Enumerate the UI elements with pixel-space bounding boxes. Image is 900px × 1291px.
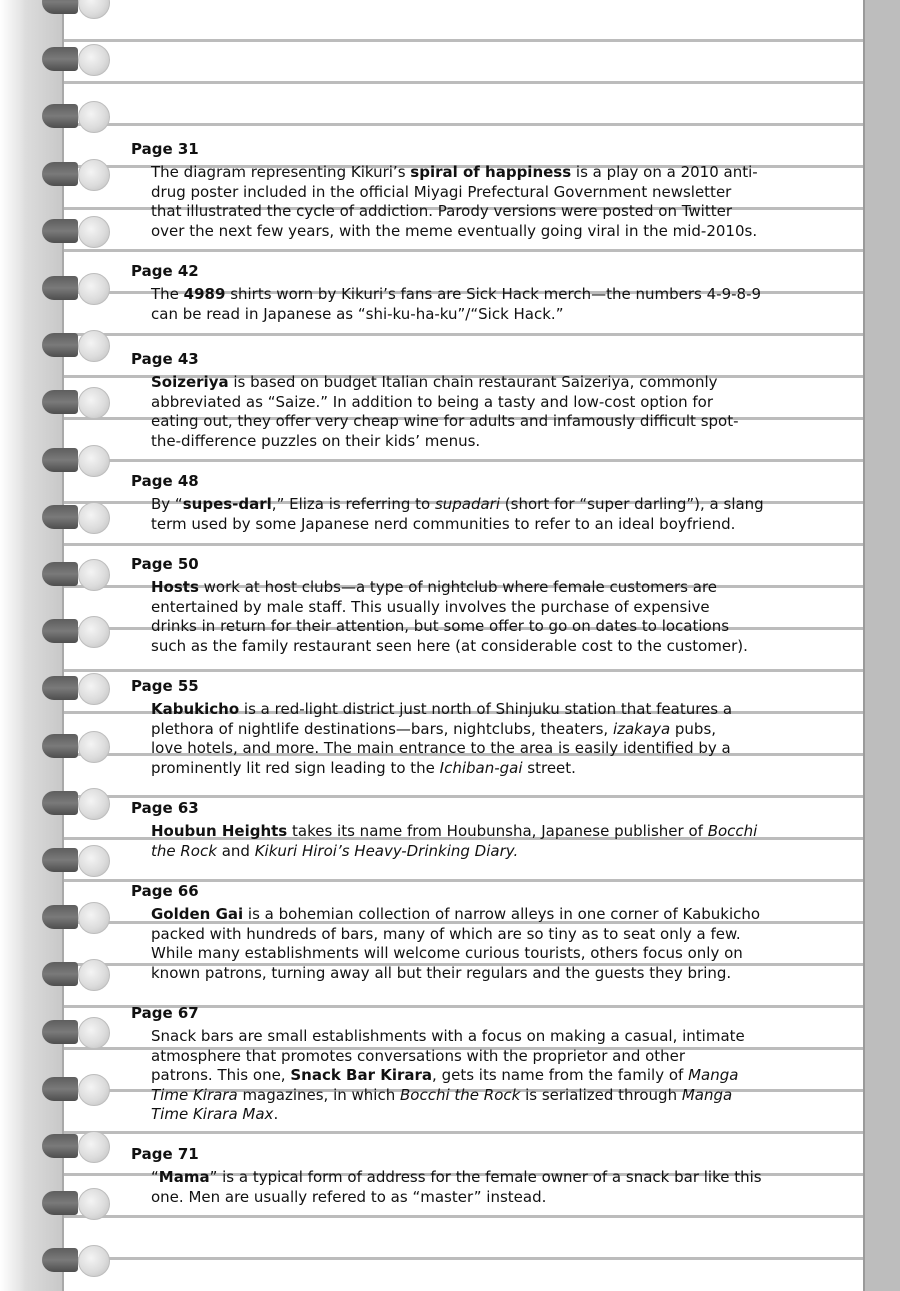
- ring-loop: [42, 1134, 78, 1158]
- note-page-label: Page 43: [131, 350, 199, 368]
- text-run: drinks in return for their attention, but some offer to go on dates to locations: [151, 617, 730, 635]
- bold-term: supes-darl: [182, 495, 272, 513]
- text-run: that illustrated the cycle of addiction. Parody versions were posted on Twitter: [151, 202, 732, 220]
- punch-hole: [78, 559, 110, 591]
- note-text: [151, 163, 811, 241]
- note-line: [151, 598, 811, 618]
- text-run: work at host clubs—a type of nightclub where female customers are: [198, 578, 718, 596]
- note-page-label: Page 66: [131, 882, 199, 900]
- punch-hole: [78, 788, 110, 820]
- note-line: [151, 617, 811, 637]
- spiral-ring: [42, 501, 110, 533]
- ring-loop: [42, 162, 78, 186]
- bold-term: Soizeriya: [151, 373, 229, 391]
- ring-loop: [42, 848, 78, 872]
- punch-hole: [78, 731, 110, 763]
- note-page-label: Page 71: [131, 1145, 199, 1163]
- spiral-ring: [42, 1244, 110, 1276]
- text-run: shirts worn by Kikuri’s fans are Sick Hack merch—the numbers 4-9-8-9: [225, 285, 762, 303]
- italic-term: izakaya: [612, 719, 671, 738]
- note-line: [151, 432, 811, 452]
- text-run: street.: [522, 758, 576, 777]
- punch-hole: [78, 1188, 110, 1220]
- text-run: ” is a typical form of address for the female owner of a snack bar like this: [209, 1168, 762, 1186]
- ring-loop: [42, 1248, 78, 1272]
- spiral-ring: [42, 100, 110, 132]
- italic-term: Time Kirara Max: [151, 1105, 274, 1123]
- spiral-ring: [42, 844, 110, 876]
- text-run: The diagram representing Kikuri’s: [151, 163, 411, 181]
- italic-term: Manga: [681, 1085, 733, 1104]
- italic-term: the Rock: [151, 841, 217, 860]
- italic-term: Bocchi: [707, 822, 758, 840]
- note-text: [151, 373, 811, 451]
- text-run: (short for “super darling”), a slang: [500, 495, 764, 513]
- ring-loop: [42, 734, 78, 758]
- punch-hole: [78, 502, 110, 534]
- punch-hole: [78, 959, 110, 991]
- bold-term: Hosts: [151, 578, 199, 596]
- note-line: [151, 222, 811, 242]
- note-line: [151, 925, 811, 945]
- ring-loop: [42, 448, 78, 472]
- punch-hole: [78, 902, 110, 934]
- text-run: known patrons, turning away all but their regulars and the guests they bring.: [151, 963, 732, 982]
- spiral-ring: [42, 730, 110, 762]
- italic-term: Kikuri Hiroi’s Heavy-Drinking Diary.: [254, 841, 519, 860]
- ring-loop: [42, 1191, 78, 1215]
- note-line: [151, 739, 811, 759]
- note-text: [151, 1168, 811, 1207]
- text-run: is a play on a 2010 anti-: [571, 163, 758, 181]
- text-run: atmosphere that promotes conversations with the proprietor and other: [151, 1046, 686, 1065]
- note-line: [151, 637, 811, 657]
- note-line: [151, 1188, 811, 1208]
- punch-hole: [78, 616, 110, 648]
- note-line: [151, 305, 811, 325]
- text-run: takes its name from Houbunsha, Japanese publisher of: [287, 822, 708, 840]
- right-margin: [864, 0, 900, 1291]
- note-text: [151, 1027, 811, 1125]
- spiral-ring: [42, 1187, 110, 1219]
- punch-hole: [78, 273, 110, 305]
- text-run: drug poster included in the official Miyagi Prefectural Government newsletter: [151, 182, 732, 201]
- note-text: [151, 700, 811, 778]
- text-run: patrons. This one,: [151, 1066, 291, 1084]
- spiral-ring: [42, 386, 110, 418]
- note-line: [151, 578, 811, 598]
- note-page-label: Page 31: [131, 140, 199, 158]
- note-text: [151, 822, 811, 861]
- punch-hole: [78, 330, 110, 362]
- text-run: is a bohemian collection of narrow alleys in one corner of Kabukicho: [243, 905, 761, 923]
- text-run: , gets its name from the family of: [432, 1066, 689, 1084]
- ring-loop: [42, 562, 78, 586]
- bold-term: Kabukicho: [151, 700, 240, 718]
- ring-loop: [42, 905, 78, 929]
- note-line: [151, 202, 811, 222]
- text-run: can be read in Japanese as “shi-ku-ha-ku”/“Sick Hack.”: [151, 304, 564, 323]
- ring-loop: [42, 1020, 78, 1044]
- note-line: [151, 163, 811, 183]
- ring-loop: [42, 619, 78, 643]
- ring-loop: [42, 219, 78, 243]
- text-run: and: [216, 841, 255, 860]
- spiral-ring: [42, 43, 110, 75]
- text-run: such as the family restaurant seen here (at considerable cost to the customer).: [151, 636, 748, 655]
- note-page-label: Page 63: [131, 799, 199, 817]
- italic-term: Ichiban-gai: [439, 758, 523, 777]
- bold-term: Houbun Heights: [151, 822, 288, 840]
- text-run: The: [151, 285, 184, 303]
- punch-hole: [78, 445, 110, 477]
- text-run: Snack bars are small establishments with a focus on making a casual, intimate: [151, 1027, 745, 1045]
- italic-term: Manga: [688, 1066, 739, 1084]
- spiral-ring: [42, 615, 110, 647]
- text-run: is a red-light district just north of Shinjuku station that features a: [239, 700, 733, 718]
- text-run: is based on budget Italian chain restaurant Saizeriya, commonly: [228, 373, 718, 391]
- text-run: plethora of nightlife destinations—bars, nightclubs, theaters,: [151, 719, 613, 738]
- text-run: .: [273, 1105, 279, 1123]
- punch-hole: [78, 387, 110, 419]
- text-run: ,” Eliza is referring to: [271, 495, 435, 513]
- bold-term: Golden Gai: [151, 905, 244, 923]
- text-run: By “: [151, 495, 183, 513]
- text-run: eating out, they offer very cheap wine for adults and infamously difficult spot-: [151, 412, 739, 430]
- note-line: [151, 515, 811, 535]
- note-line: [151, 905, 811, 925]
- bold-term: Mama: [158, 1168, 210, 1186]
- spiral-ring: [42, 215, 110, 247]
- ring-loop: [42, 276, 78, 300]
- italic-term: Bocchi the Rock: [400, 1085, 521, 1104]
- note-page-label: Page 42: [131, 262, 199, 280]
- spiral-ring: [42, 672, 110, 704]
- punch-hole: [78, 845, 110, 877]
- text-run: abbreviated as “Saize.” In addition to being a tasty and low-cost option for: [151, 392, 714, 411]
- ring-loop: [42, 962, 78, 986]
- note-line: [151, 964, 811, 984]
- note-text: [151, 285, 811, 324]
- note-page-label: Page 67: [131, 1004, 199, 1022]
- text-run: over the next few years, with the meme eventually going viral in the mid-2010s.: [151, 221, 758, 240]
- ring-loop: [42, 104, 78, 128]
- note-line: [151, 412, 811, 432]
- punch-hole: [78, 1131, 110, 1163]
- note-line: [151, 944, 811, 964]
- text-run: pubs,: [670, 719, 717, 738]
- spiral-ring: [42, 272, 110, 304]
- spiral-binding: [0, 0, 120, 1291]
- ring-loop: [42, 333, 78, 357]
- note-line: [151, 285, 811, 305]
- text-run: packed with hundreds of bars, many of which are so tiny as to seat only a few.: [151, 924, 741, 943]
- note-line: [151, 495, 811, 515]
- italic-term: supadari: [434, 495, 501, 513]
- spiral-ring: [42, 329, 110, 361]
- ring-loop: [42, 0, 78, 14]
- note-line: [151, 373, 811, 393]
- text-run: love hotels, and more. The main entrance to the area is easily identified by a: [151, 739, 731, 757]
- ring-loop: [42, 791, 78, 815]
- text-run: magazines, in which: [237, 1085, 400, 1104]
- note-line: [151, 759, 811, 779]
- punch-hole: [78, 1074, 110, 1106]
- spiral-ring: [42, 901, 110, 933]
- note-text: [151, 495, 811, 534]
- note-line: [151, 183, 811, 203]
- note-line: [151, 1168, 811, 1188]
- note-line: [151, 393, 811, 413]
- spiral-ring: [42, 558, 110, 590]
- note-line: [151, 1086, 811, 1106]
- note-line: [151, 720, 811, 740]
- text-run: entertained by male staff. This usually involves the purchase of expensive: [151, 597, 710, 616]
- note-page-label: Page 55: [131, 677, 199, 695]
- note-line: [151, 1105, 811, 1125]
- ring-loop: [42, 1077, 78, 1101]
- text-run: term used by some Japanese nerd communities to refer to an ideal boyfriend.: [151, 514, 736, 533]
- ring-loop: [42, 390, 78, 414]
- punch-hole: [78, 1017, 110, 1049]
- note-page-label: Page 50: [131, 555, 199, 573]
- note-line: [151, 1027, 811, 1047]
- spiral-ring: [42, 1016, 110, 1048]
- punch-hole: [78, 673, 110, 705]
- punch-hole: [78, 216, 110, 248]
- punch-hole: [78, 101, 110, 133]
- note-text: [151, 578, 811, 656]
- text-run: the-difference puzzles on their kids’ menus.: [151, 431, 481, 450]
- note-line: [151, 700, 811, 720]
- italic-term: Time Kirara: [151, 1085, 238, 1104]
- note-page-label: Page 48: [131, 472, 199, 490]
- note-text: [151, 905, 811, 983]
- bold-term: Snack Bar Kirara: [290, 1066, 433, 1084]
- text-run: While many establishments will welcome curious tourists, others focus only on: [151, 944, 743, 962]
- punch-hole: [78, 1245, 110, 1277]
- bold-term: 4989: [183, 285, 226, 303]
- note-line: [151, 1047, 811, 1067]
- spiral-ring: [42, 444, 110, 476]
- punch-hole: [78, 44, 110, 76]
- text-run: prominently lit red sign leading to the: [151, 758, 440, 777]
- bold-term: spiral of happiness: [410, 163, 572, 181]
- spiral-ring: [42, 1130, 110, 1162]
- text-run: one. Men are usually refered to as “master” instead.: [151, 1187, 547, 1206]
- ring-loop: [42, 47, 78, 71]
- punch-hole: [78, 159, 110, 191]
- text-run: is serialized through: [520, 1085, 682, 1104]
- spiral-ring: [42, 158, 110, 190]
- note-line: [151, 822, 811, 842]
- punch-hole: [78, 0, 110, 19]
- note-line: [151, 842, 811, 862]
- ring-loop: [42, 676, 78, 700]
- spiral-ring: [42, 0, 110, 18]
- text-run: “: [151, 1168, 159, 1186]
- spiral-ring: [42, 787, 110, 819]
- ring-loop: [42, 505, 78, 529]
- spiral-ring: [42, 958, 110, 990]
- note-line: [151, 1066, 811, 1086]
- spiral-ring: [42, 1073, 110, 1105]
